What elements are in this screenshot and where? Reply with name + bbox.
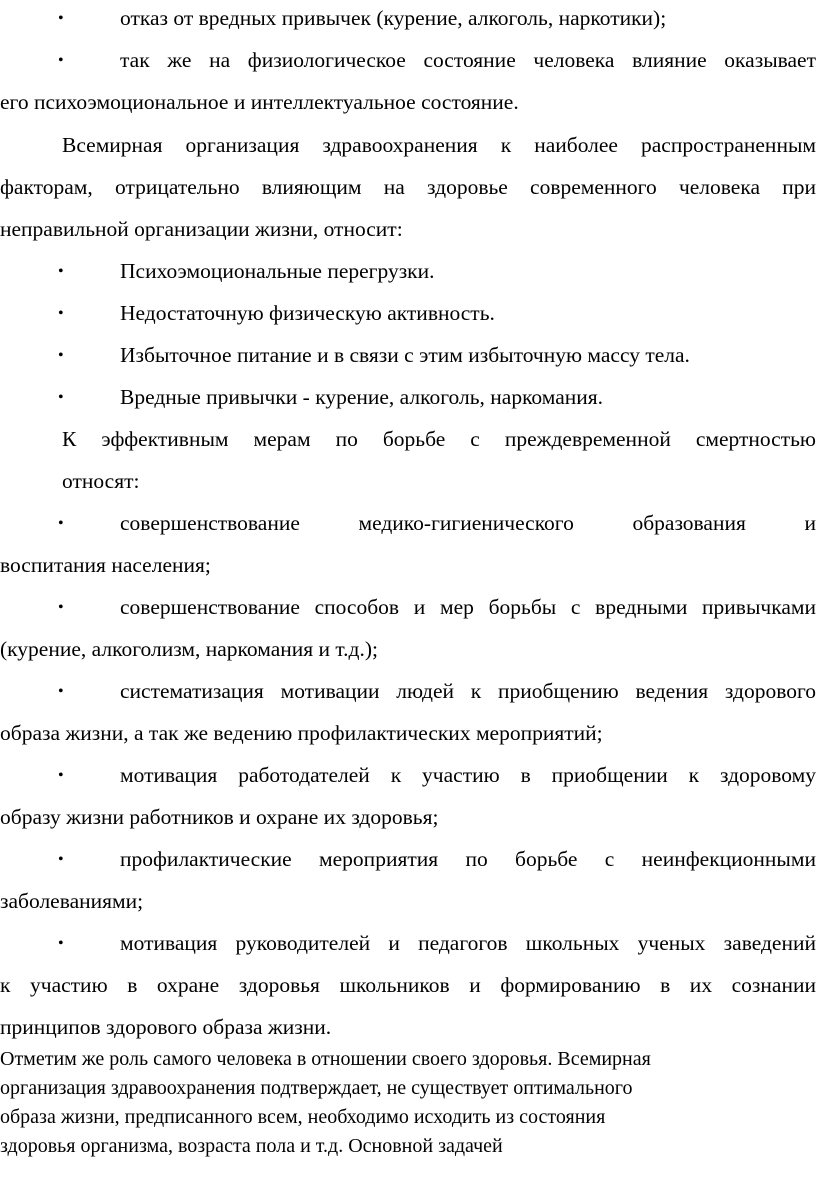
paragraph-line: образа жизни, предписанного всем, необходимо исходить из состояния (0, 1106, 606, 1128)
text-line: (курение, алкоголизм, наркомания и т.д.); (0, 637, 378, 661)
list-item: Психоэмоциональные перегрузки. (120, 259, 435, 283)
paragraph-line: организация здравоохранения подтверждает, не существует оптимального (0, 1077, 633, 1099)
list-item: совершенствование способов и мер борьбы с вредными привычками (120, 595, 816, 619)
list-item: отказ от вредных привычек (курение, алкоголь, наркотики); (120, 6, 667, 30)
bullet-icon: • (58, 767, 64, 784)
text-line: к участию в охране здоровья школьников и формированию в их сознании (0, 973, 816, 997)
list-item: Избыточное питание и в связи с этим избыточную массу тела. (120, 343, 690, 367)
list-item: Недостаточную физическую активность. (120, 301, 495, 325)
bullet-icon: • (58, 263, 64, 280)
bullet-icon: • (58, 10, 64, 27)
bullet-icon: • (58, 389, 64, 406)
list-item: Вредные привычки - курение, алкоголь, наркомания. (120, 385, 604, 409)
bullet-icon: • (58, 347, 64, 364)
bullet-icon: • (58, 683, 64, 700)
paragraph-line: Всемирная организация здравоохранения к наиболее распространенным (62, 133, 816, 157)
text-line: принципов здорового образа жизни. (0, 1015, 332, 1039)
text-line: заболеваниями; (0, 889, 144, 913)
paragraph-line: факторам, отрицательно влияющим на здоровье современного человека при (0, 175, 816, 199)
paragraph-line: Отметим же роль самого человека в отношении своего здоровья. Всемирная (0, 1048, 651, 1070)
bullet-icon: • (58, 52, 64, 69)
bullet-icon: • (58, 305, 64, 322)
paragraph-line: К эффективным мерам по борьбе с преждевременной смертностью (62, 427, 816, 451)
list-item: мотивация руководителей и педагогов школьных ученых заведений (120, 931, 816, 955)
bullet-icon: • (58, 851, 64, 868)
bullet-icon: • (58, 599, 64, 616)
text-line: образа жизни, а так же ведению профилактических мероприятий; (0, 721, 603, 745)
text-line: его психоэмоциональное и интеллектуальное состояние. (0, 90, 519, 114)
bullet-icon: • (58, 935, 64, 952)
list-item: профилактические мероприятия по борьбе с неинфекционными (120, 847, 816, 871)
text-line: воспитания населения; (0, 553, 211, 577)
list-item: систематизация мотивации людей к приобщению ведения здорового (120, 679, 816, 703)
bullet-icon: • (58, 515, 64, 532)
paragraph-line: неправильной организации жизни, относит: (0, 217, 403, 241)
text-line: образу жизни работников и охране их здоровья; (0, 805, 439, 829)
list-item: совершенствование медико-гигиенического образования и (120, 511, 816, 535)
list-item: мотивация работодателей к участию в приобщении к здоровому (120, 763, 816, 787)
paragraph-line: относят: (62, 469, 140, 493)
paragraph-line: здоровья организма, возраста пола и т.д. Основной задачей (0, 1135, 503, 1157)
list-item: так же на физиологическое состояние человека влияние оказывает (120, 48, 816, 72)
